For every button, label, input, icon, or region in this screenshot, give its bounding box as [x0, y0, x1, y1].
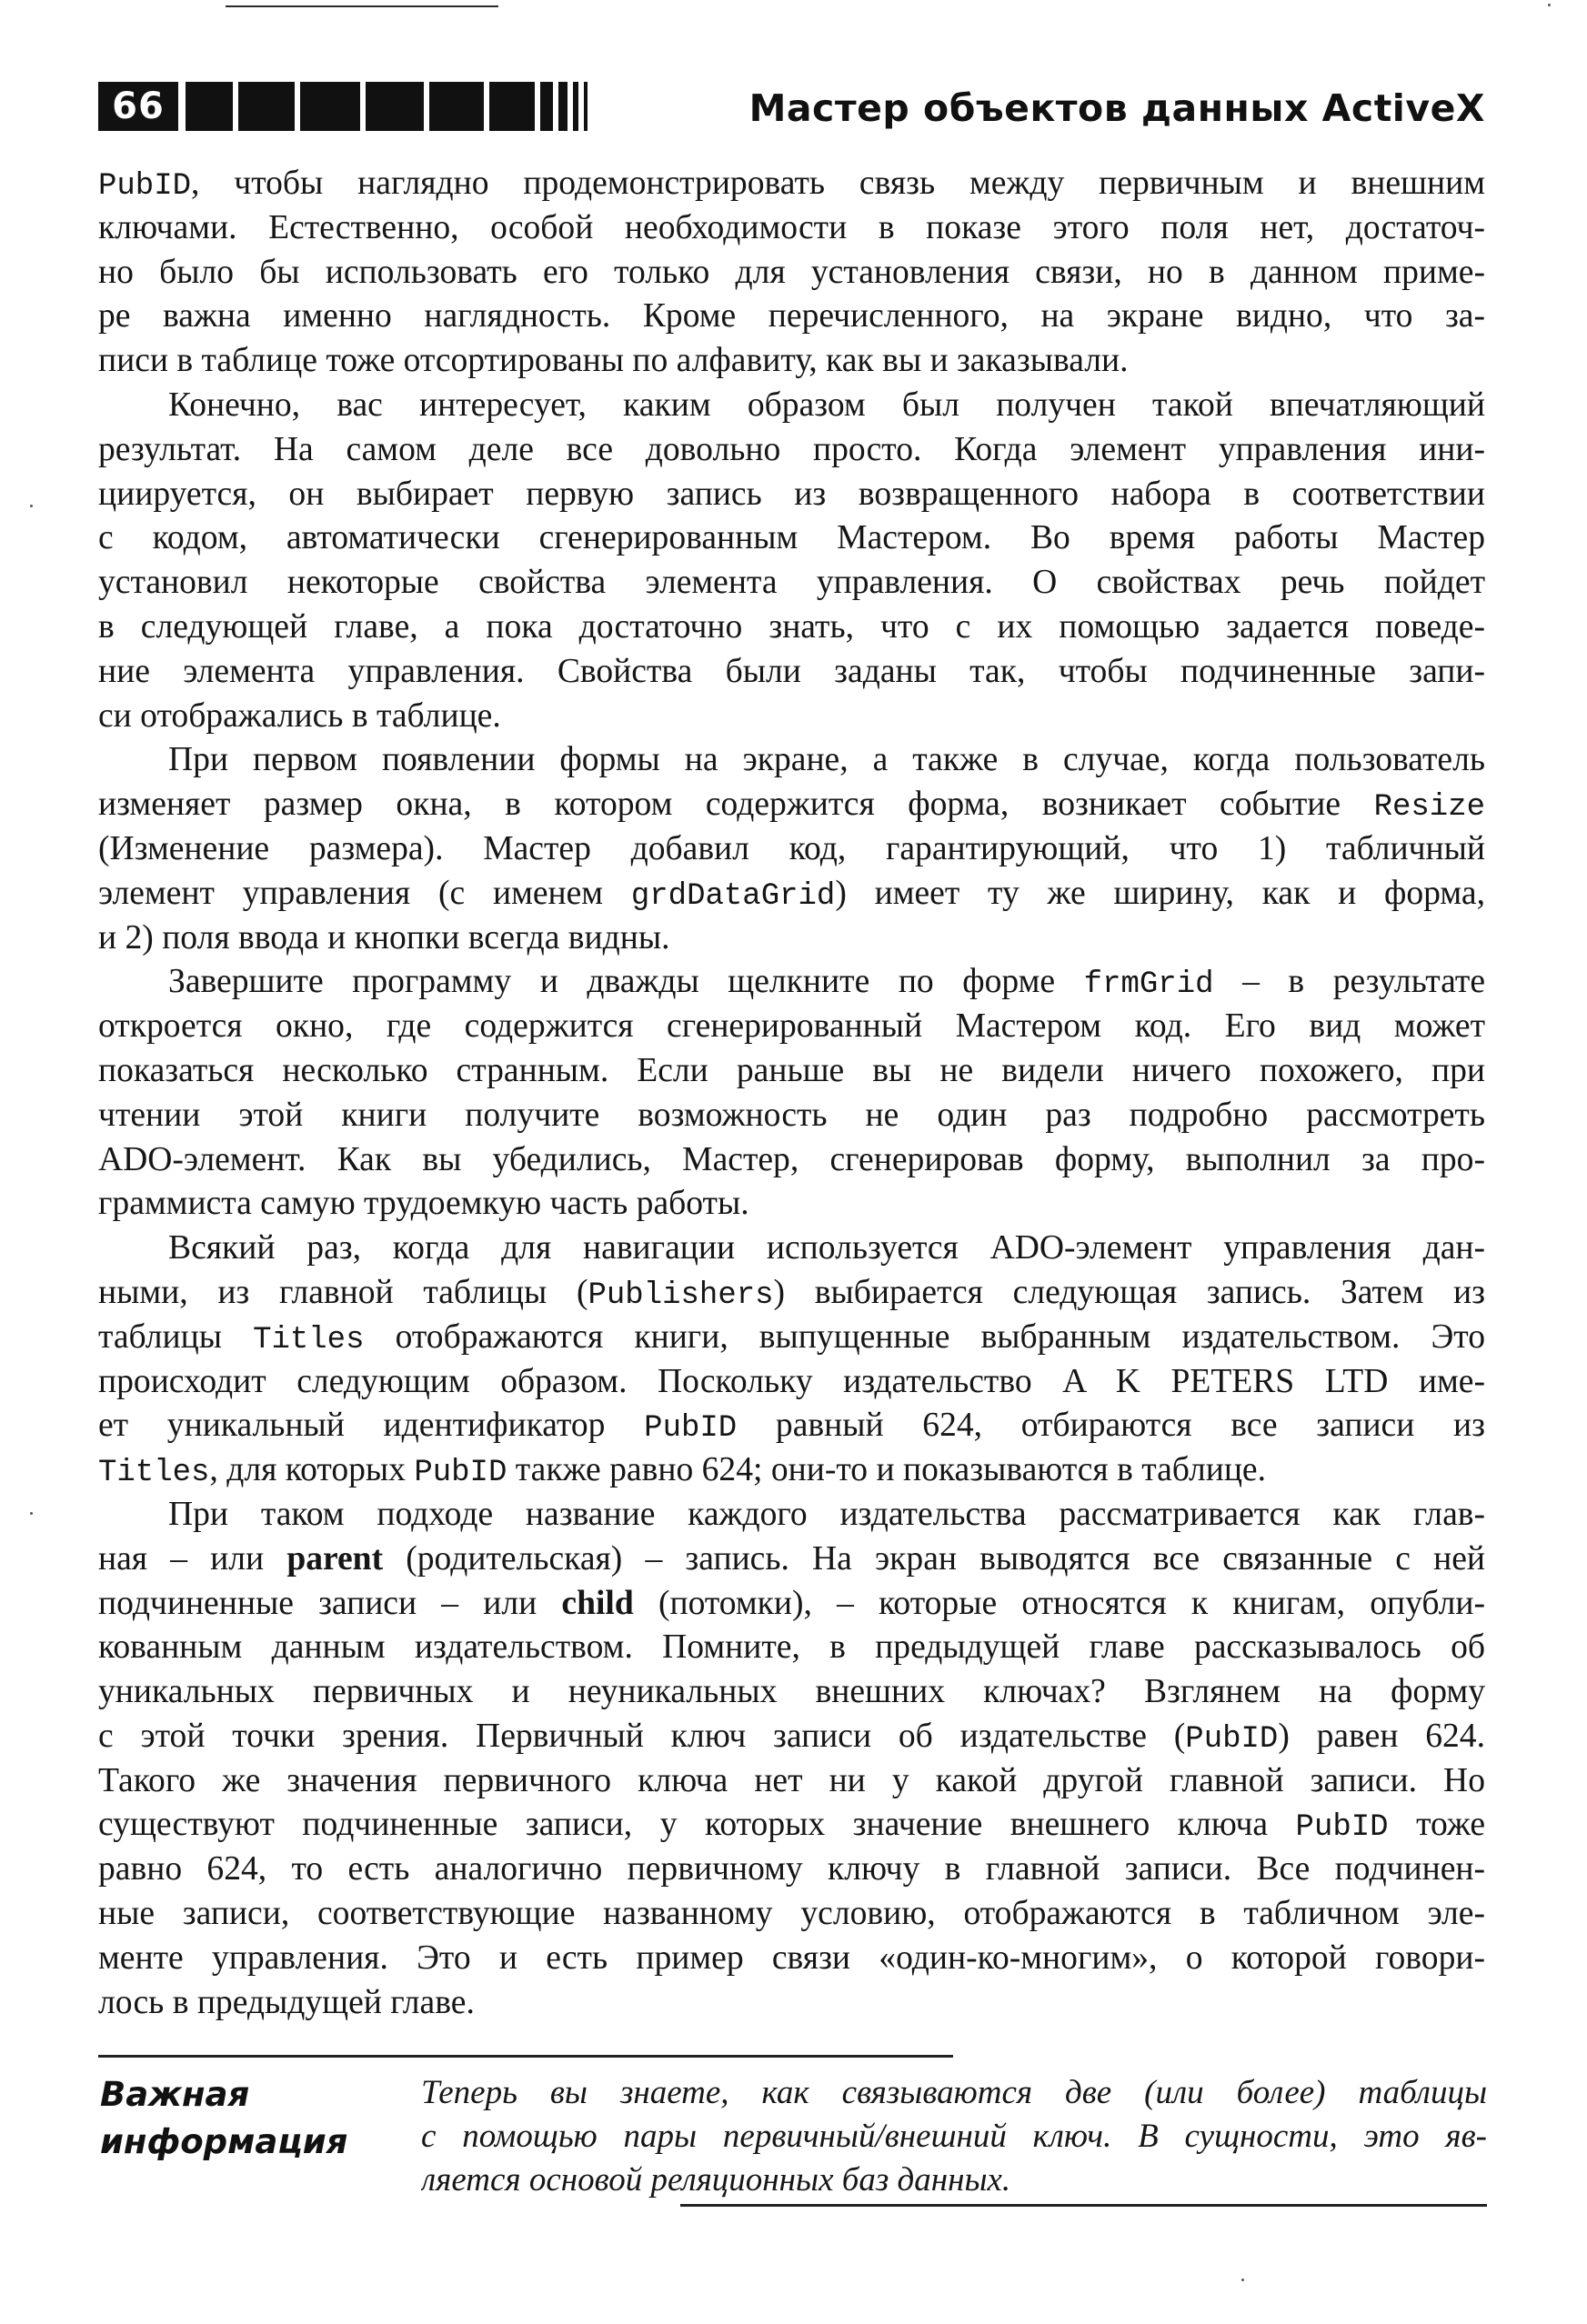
note-label-line: информация	[100, 2122, 348, 2161]
text-line	[98, 1670, 1485, 1715]
code-identifier: PubID	[414, 1456, 507, 1491]
text-line	[98, 1803, 1485, 1848]
text-run: показаться несколько странным. Если раньше вы не видели ничего похожего, при	[98, 1051, 1485, 1089]
text-run: с кодом, автоматически сгенерированным Мастером. Во время работы Мастер	[98, 519, 1485, 557]
text-run: ADO-элемент. Как вы убедились, Мастер, сгенерировав форму, выполнил за про-	[98, 1140, 1485, 1178]
scan-speck	[1548, 4, 1551, 6]
note-label-line: Важная	[100, 2075, 250, 2114]
text-line	[98, 1227, 1485, 1271]
text-line	[98, 1404, 1485, 1448]
text-run: существуют подчиненные записи, у которых значение внешнего ключа	[98, 1806, 1296, 1844]
text-line	[98, 1538, 1485, 1582]
text-line	[98, 1049, 1485, 1094]
text-run: ключами. Естественно, особой необходимости в показе этого поля нет, достаточ-	[98, 208, 1485, 246]
text-run: и 2) поля ввода и кнопки всегда видны.	[98, 918, 670, 957]
text-line	[98, 473, 1485, 517]
text-line	[98, 917, 1485, 961]
text-line	[98, 295, 1485, 339]
note-line: с помощью пары первичный/внешний ключ. В сущности, это яв-	[421, 2118, 1487, 2155]
paragraph	[98, 1227, 1485, 1493]
note-label	[100, 2071, 347, 2166]
text-line	[98, 1271, 1485, 1316]
text-line	[98, 1182, 1485, 1227]
text-run: с этой точки зрения. Первичный ключ записи об издательстве (	[98, 1717, 1186, 1755]
text-run: таблицы	[98, 1317, 254, 1356]
text-line	[98, 1493, 1485, 1538]
text-run: ) выбирается следующая запись. Затем из	[773, 1273, 1485, 1311]
paragraph	[98, 384, 1485, 738]
paragraph	[98, 162, 1485, 384]
text-run: менте управления. Это и есть пример связи «один-ко-многим», о которой говори-	[98, 1938, 1485, 1977]
text-line	[98, 1759, 1485, 1804]
text-run: ная – или	[98, 1539, 287, 1578]
text-run: изменяет размер окна, в котором содержится форма, возникает событие	[98, 786, 1374, 824]
text-run: подчиненные записи – или	[98, 1584, 562, 1622]
text-run: ние элемента управления. Свойства были заданы так, чтобы подчиненные запи-	[98, 652, 1485, 690]
text-run: граммиста самую трудоемкую часть работы.	[98, 1185, 749, 1223]
text-line	[98, 1892, 1485, 1937]
bold-term: child	[561, 1584, 634, 1622]
text-run: При первом появлении формы на экране, а также в случае, когда пользователь	[168, 741, 1485, 779]
text-line	[98, 606, 1485, 650]
text-run: в следующей главе, а пока достаточно знать, что с их помощью задается поведе-	[98, 607, 1485, 646]
text-line	[98, 872, 1485, 917]
code-identifier: Titles	[253, 1322, 365, 1357]
code-identifier: grdDataGrid	[630, 878, 836, 914]
text-run: равный 624, отбираются все записи из	[737, 1407, 1485, 1445]
text-line	[98, 738, 1485, 783]
code-identifier: PubID	[1295, 1810, 1389, 1846]
text-run: чтении этой книги получите возможность не один раз подробно рассмотреть	[98, 1096, 1485, 1134]
text-run: ными, из главной таблицы (	[98, 1273, 588, 1311]
text-run: (потомки), – которые относятся к книгам, опубли-	[633, 1584, 1485, 1622]
text-run: но было бы использовать его только для установления связи, но в данном приме-	[98, 253, 1485, 291]
code-identifier: Titles	[98, 1456, 210, 1491]
text-line	[98, 384, 1485, 428]
text-run: кованным данным издательством. Помните, в предыдущей главе рассказывалось об	[98, 1628, 1485, 1667]
text-line	[98, 516, 1485, 561]
text-run: ные записи, соответствующие названному условию, отображаются в табличном эле-	[98, 1895, 1485, 1933]
note-top-rule	[98, 2055, 953, 2058]
text-run: Всякий раз, когда для навигации используется ADO-элемент управления дан-	[168, 1229, 1485, 1267]
paragraph	[98, 960, 1485, 1227]
text-run: ) имеет ту же ширину, как и форма,	[835, 874, 1485, 912]
text-run: уникальных первичных и неуникальных внешних ключах? Взглянем на форму	[98, 1673, 1485, 1711]
top-rule	[226, 5, 498, 7]
text-line	[98, 827, 1485, 872]
code-identifier: frmGrid	[1083, 967, 1214, 1003]
code-identifier: PubID	[644, 1411, 738, 1447]
text-line	[98, 1448, 1485, 1493]
text-line	[98, 1094, 1485, 1138]
page-number: 66	[98, 82, 178, 131]
text-run: равно 624, то есть аналогично первичному ключу в главной записи. Все подчинен-	[98, 1850, 1485, 1888]
text-line	[98, 1005, 1485, 1049]
text-run: (родительская) – запись. На экран выводятся все связанные с ней	[383, 1539, 1485, 1578]
note-bottom-rule	[680, 2204, 1487, 2207]
note-line: ляется основой реляционных баз данных.	[421, 2161, 1011, 2199]
text-run: Конечно, вас интересует, каким образом был получен такой впечатляющий	[168, 386, 1485, 424]
scan-speck	[30, 1512, 33, 1515]
text-line	[98, 1582, 1485, 1627]
text-run: При таком подходе название каждого издательства рассматривается как глав-	[168, 1495, 1485, 1533]
text-line	[98, 695, 1485, 739]
text-line	[98, 1937, 1485, 1981]
scan-speck	[30, 505, 33, 507]
text-run: откроется окно, где содержится сгенерированный Мастером код. Его вид может	[98, 1007, 1485, 1046]
paragraph	[98, 1493, 1485, 2026]
bold-term: parent	[286, 1539, 384, 1578]
text-run: также равно 624; они-то и показываются в таблице.	[507, 1451, 1267, 1489]
text-run: ре важна именно наглядность. Кроме перечисленного, на экране видно, что за-	[98, 297, 1485, 336]
text-line	[98, 960, 1485, 1005]
text-line	[98, 1626, 1485, 1670]
text-run: си отображались в таблице.	[98, 696, 501, 735]
text-line	[98, 783, 1485, 827]
code-identifier: Resize	[1373, 790, 1485, 826]
text-run: ет уникальный идентификатор	[98, 1407, 645, 1445]
running-header	[98, 78, 1485, 138]
text-run: установил некоторые свойства элемента управления. О свойствах речь пойдет	[98, 564, 1485, 602]
text-run: происходит следующим образом. Поскольку издательство A K PETERS LTD име-	[98, 1362, 1485, 1400]
code-identifier: PubID	[1185, 1721, 1279, 1757]
text-line	[98, 1316, 1485, 1360]
text-run: результат. На самом деле все довольно просто. Когда элемент управления ини-	[98, 430, 1485, 468]
text-run: Завершите программу и дважды щелкните по форме	[168, 963, 1084, 1001]
text-run: (Изменение размера). Мастер добавил код, гарантирующий, что 1) табличный	[98, 829, 1485, 867]
text-line	[98, 1848, 1485, 1892]
scan-speck	[1241, 2279, 1244, 2281]
text-run: ) равен 624.	[1278, 1717, 1485, 1755]
text-line	[98, 561, 1485, 606]
text-run: писи в таблице тоже отсортированы по алфавиту, как вы и заказывали.	[98, 342, 1129, 380]
text-run: , чтобы наглядно продемонстрировать связь между первичным и внешним	[191, 165, 1485, 202]
text-run: Такого же значения первичного ключа нет ни у какой другой главной записи. Но	[98, 1761, 1485, 1799]
text-line	[98, 251, 1485, 296]
text-run: тоже	[1388, 1806, 1485, 1844]
text-line	[98, 1981, 1485, 2026]
text-run: – в результате	[1213, 963, 1485, 1001]
text-run: , для которых	[209, 1451, 415, 1489]
text-line	[98, 1138, 1485, 1183]
code-identifier: PubID	[98, 169, 192, 204]
text-line	[98, 428, 1485, 473]
note-text	[421, 2071, 1487, 2202]
text-line	[98, 206, 1485, 251]
note-line: Теперь вы знаете, как связываются две (или более) таблицы	[421, 2074, 1487, 2111]
running-title: Мастер объектов данных ActiveX	[748, 86, 1485, 130]
text-line	[98, 1715, 1485, 1759]
text-line	[98, 650, 1485, 695]
paragraph	[98, 738, 1485, 960]
code-identifier: Publishers	[588, 1277, 774, 1313]
text-run: элемент управления (с именем	[98, 874, 631, 912]
text-line	[98, 339, 1485, 384]
text-line	[98, 1360, 1485, 1405]
body-text	[98, 162, 1485, 2025]
text-run: лось в предыдущей главе.	[98, 1983, 475, 2021]
text-run: отображаются книги, выпущенные выбранным издательством. Это	[364, 1317, 1485, 1356]
text-line	[98, 162, 1485, 206]
text-run: циируется, он выбирает первую запись из возвращенного набора в соответствии	[98, 475, 1485, 513]
